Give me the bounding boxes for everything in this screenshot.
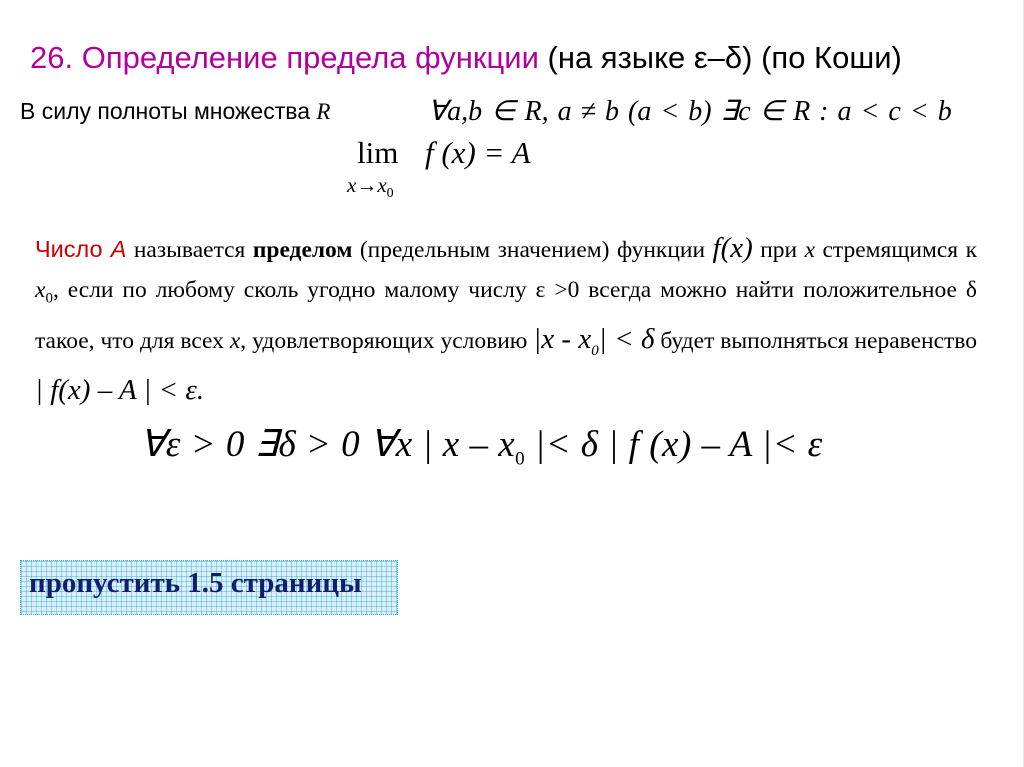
completeness-note xyxy=(20,98,330,125)
def-inequality: | f(x) – A | < ε. xyxy=(35,374,205,407)
limit-definition-paragraph: Число A называется пределом (предельным значением) функции f(x) при x стремящимся к $x_0$, если по любому сколь угодно малому числу ε >0 всегда можно найти положительное δ такое, что для всех x, удовлетворяющих условию $|x - x_0| < \delta$ будет выполняться неравенство | f(x) – A | < ε. xyxy=(35,232,977,407)
slide-title xyxy=(30,40,902,76)
quantifier-statement: ∀a,b ∈ R, a ≠ b (a < b) ∃c ∈ R : a < c < b xyxy=(428,96,952,127)
title-qualifier: (на языке ε–δ) (по Коши) xyxy=(538,40,902,75)
lim-expression: f (x) = A xyxy=(425,135,531,170)
skip-pages-label: пропустить 1.5 страницы xyxy=(29,567,362,599)
def-function: f(x) xyxy=(712,232,753,264)
set-symbol: R xyxy=(316,99,331,124)
completeness-text: В силу полноты множества xyxy=(20,98,317,124)
epsilon-delta-formula: ∀ε > 0 ∃δ > 0 ∀x | x – $x_0$ |< δ | f (x) – A |< ε xyxy=(140,424,823,470)
title-main: 26. Определение предела функции xyxy=(30,40,539,75)
def-abs-condition: $|x - x_0| < \delta$ xyxy=(533,322,655,359)
def-bold-term: пределом xyxy=(252,237,353,263)
def-var-a: A xyxy=(110,236,127,262)
def-prefix: Число xyxy=(35,236,111,262)
lim-operator: lim xyxy=(357,135,399,170)
limit-notation xyxy=(345,135,585,200)
skip-pages-button[interactable] xyxy=(20,560,398,615)
lim-approach: $x\to x_0$ xyxy=(347,173,394,202)
